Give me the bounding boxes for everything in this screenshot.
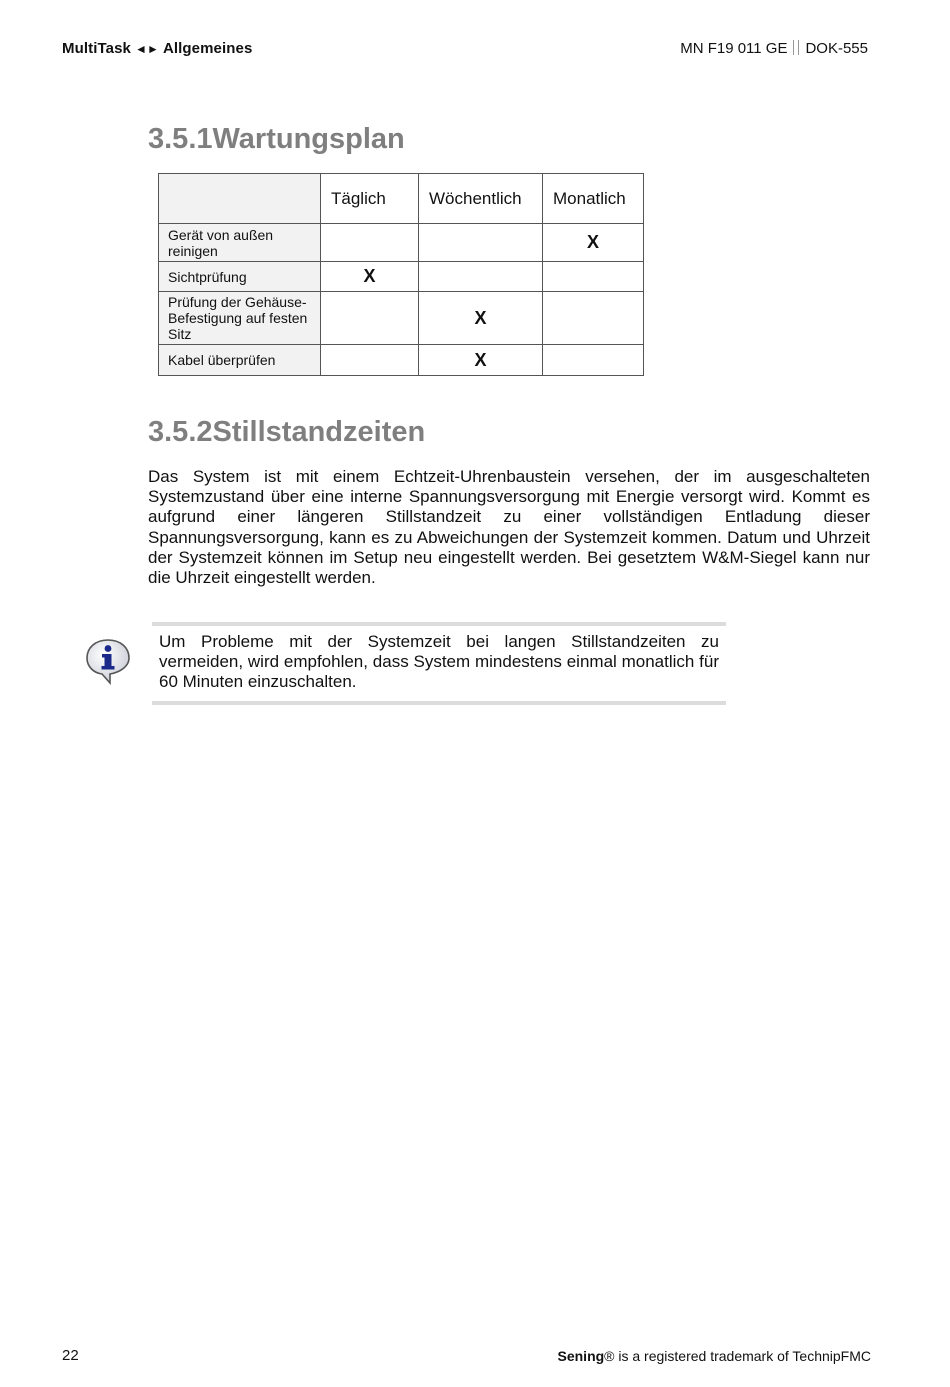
stillstand-paragraph: Das System ist mit einem Echtzeit-Uhrenbaustein versehen, der im ausgeschalteten Systemzustand über eine interne Spannungsversorgung mit Energie versorgt wird. Kommt es aufgrund einer längeren Stillstandzeit zu einer vollständigen Entladung dieser Spannungsversorgung, kann es zu Abweichungen der Systemzeit kommen. Datum und Uhrzeit der Systemzeit können im Setup neu eingestellt werden. Bei gesetztem W&M-Siegel kann nur die Uhrzeit eingestellt werden. (148, 467, 870, 588)
table-row (159, 345, 644, 376)
info-note-box (152, 622, 726, 705)
header-divider (793, 40, 799, 55)
column-header-daily: Täglich (321, 174, 419, 224)
mark-monthly: X (543, 224, 644, 262)
mark-daily: X (321, 262, 419, 292)
mark-weekly (419, 224, 543, 262)
task-label: Prüfung der Gehäuse-Befestigung auf festen Sitz (159, 292, 321, 345)
maintenance-table (158, 173, 644, 376)
task-label: Kabel überprüfen (159, 345, 321, 376)
section-title-stillstandzeiten: 3.5.2Stillstandzeiten (148, 416, 426, 448)
header-doc-id: DOK-555 (805, 40, 868, 57)
table-row (159, 292, 644, 345)
mark-weekly: X (419, 345, 543, 376)
mark-daily (321, 292, 419, 345)
section-title-wartungsplan: 3.5.1Wartungsplan (148, 123, 405, 155)
task-label: Gerät von außen reinigen (159, 224, 321, 262)
table-row (159, 262, 644, 292)
column-header-monthly: Monatlich (543, 174, 644, 224)
info-icon (84, 637, 132, 685)
mark-weekly: X (419, 292, 543, 345)
mark-monthly (543, 262, 644, 292)
footer-trademark-text: ® is a registered trademark of TechnipFMC (604, 1348, 871, 1364)
mark-monthly (543, 292, 644, 345)
footer-trademark (558, 1348, 872, 1364)
table-row (159, 224, 644, 262)
column-header-weekly: Wöchentlich (419, 174, 543, 224)
header-breadcrumb (62, 40, 252, 57)
mark-monthly (543, 345, 644, 376)
table-header-row (159, 174, 644, 224)
table-corner-cell (159, 174, 321, 224)
mark-weekly (419, 262, 543, 292)
page-number: 22 (62, 1347, 79, 1364)
mark-daily (321, 224, 419, 262)
task-label: Sichtprüfung (159, 262, 321, 292)
mark-daily (321, 345, 419, 376)
nav-arrows-icon: ◄► (134, 42, 159, 56)
header-section: Allgemeines (162, 40, 253, 57)
info-note-text: Um Probleme mit der Systemzeit bei langen Stillstandzeiten zu vermeiden, wird empfohlen, dass System mindestens einmal monatlich für 60 Minuten einzuschalten. (159, 632, 719, 692)
header-doc-reference (680, 40, 868, 57)
header-doc-code: MN F19 011 GE (680, 40, 788, 57)
header-product: MultiTask (62, 40, 131, 57)
footer-brand: Sening (557, 1348, 605, 1364)
